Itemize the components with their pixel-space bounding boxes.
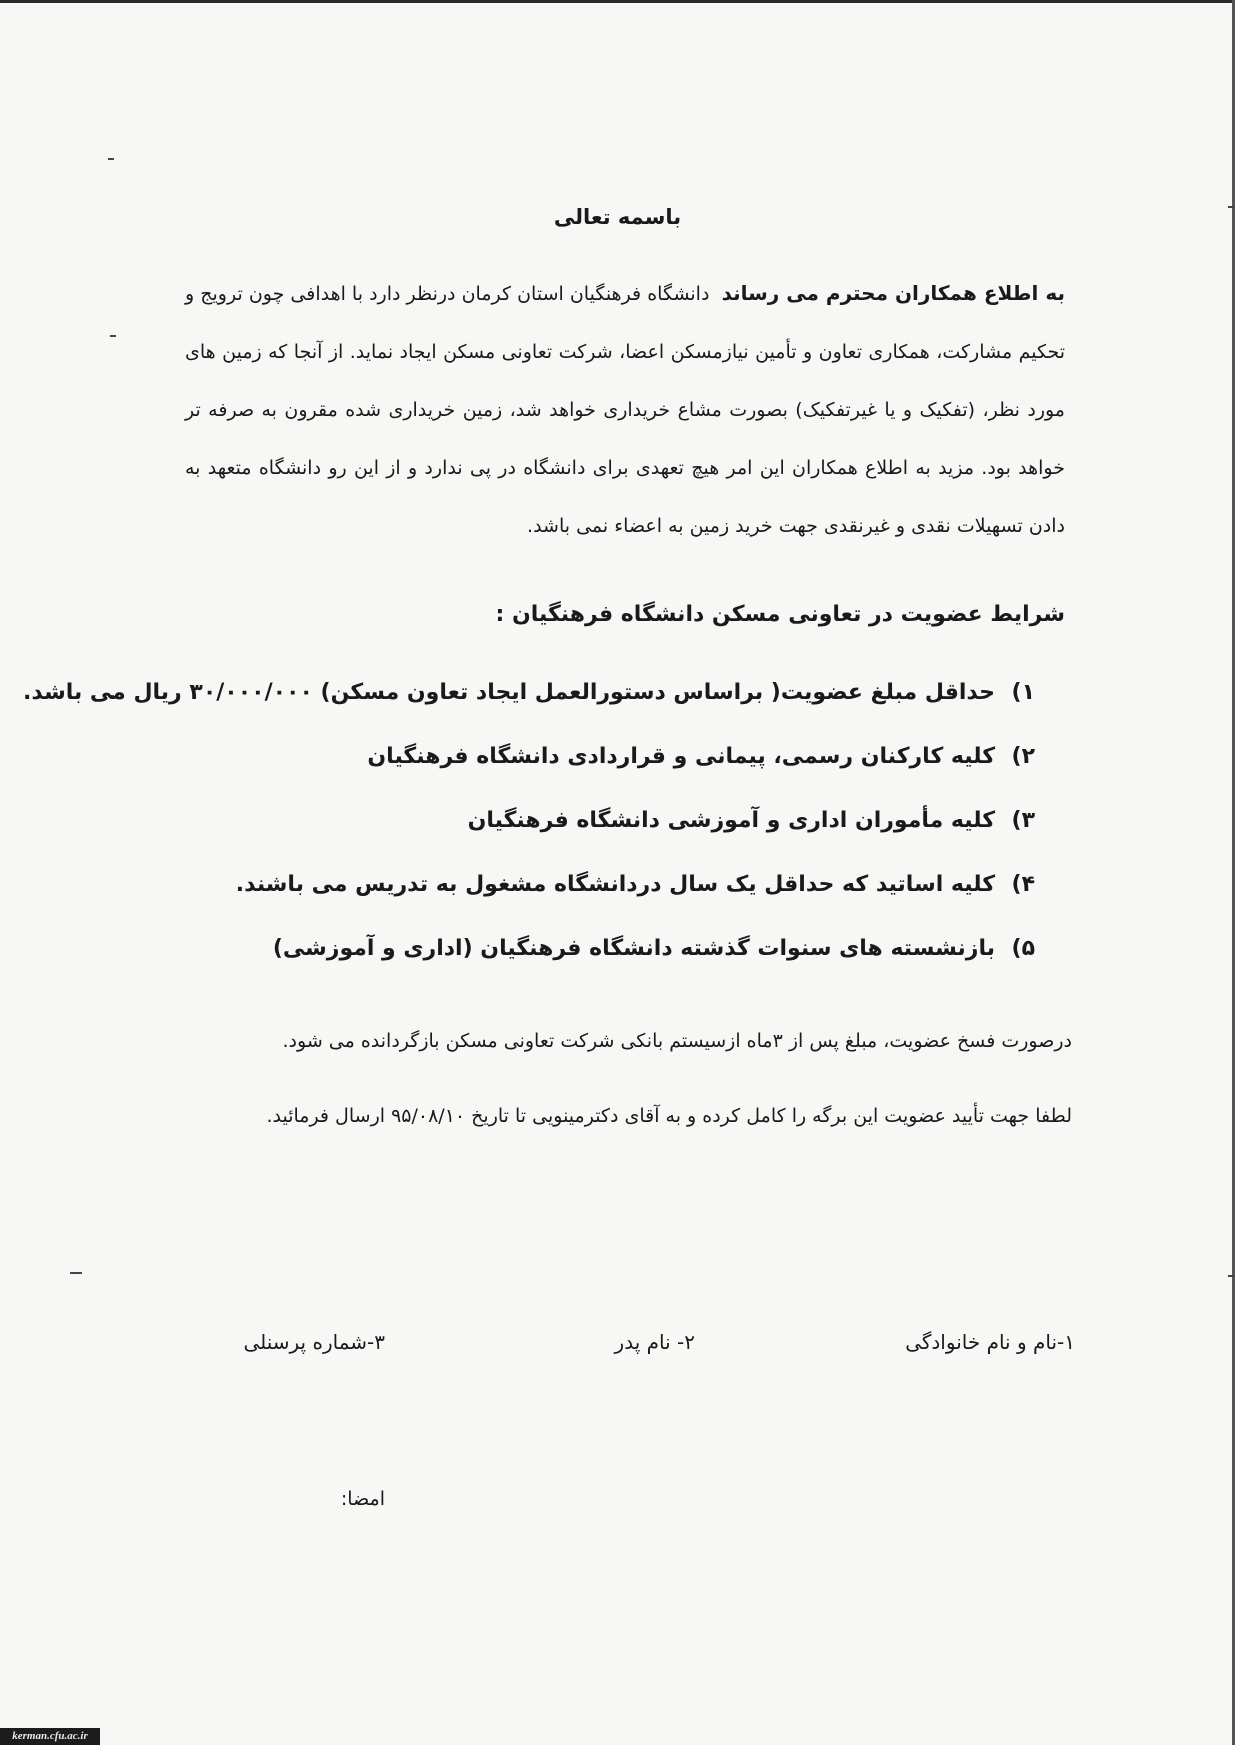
item-text: بازنشسته های سنوات گذشته دانشگاه فرهنگیان (اداری و آموزشی): [272, 936, 995, 961]
conditions-list: [23, 680, 1035, 1000]
item-number: ۲): [1011, 744, 1035, 769]
list-item: [175, 744, 1035, 808]
refund-note: درصورت فسخ عضویت، مبلغ پس از ۳ماه ازسیستم بانکی شرکت تعاونی مسکن بازگردانده می شود.: [282, 1030, 1072, 1052]
intro-lead: به اطلاع همکاران محترم می رساند: [721, 281, 1065, 305]
submit-note: لطفا جهت تأیید عضویت این برگه را کامل کرده و به آقای دکترمینویی تا تاریخ ۹۵/۰۸/۱۰ ارسال فرمائید.: [266, 1105, 1072, 1127]
list-item: [175, 872, 1035, 936]
item-number: ۵): [1011, 936, 1035, 961]
item-text: کلیه مأموران اداری و آموزشی دانشگاه فرهنگیان: [467, 808, 995, 833]
name-field-label: ۱-نام و نام خانوادگی: [905, 1330, 1075, 1354]
father-name-field-label: ۲- نام پدر: [614, 1330, 695, 1354]
item-number: ۱): [1011, 680, 1035, 705]
list-item: [175, 808, 1035, 872]
conditions-title: شرایط عضویت در تعاونی مسکن دانشگاه فرهنگیان :: [495, 602, 1065, 627]
document-heading: باسمه تعالی: [553, 205, 682, 229]
margin-mark: [108, 158, 114, 160]
page-top-border: [0, 0, 1235, 3]
margin-mark: [110, 335, 116, 337]
signature-label: امضا:: [340, 1488, 385, 1510]
list-item: [23, 680, 1035, 744]
intro-paragraph: [185, 264, 1065, 555]
intro-body: دانشگاه فرهنگیان استان کرمان درنظر دارد با اهدافی چون ترویج و تحکیم مشارکت، همکاری تعاون و تأمین نیازمسکن اعضا، شرکت تعاونی مسکن ایجاد نماید. از آنجا که زمین های مورد نظر، (تفکیک و یا غیرتفکیک) بصورت مشاع خریداری خواهد شد، زمین خریداری شده مقرون به صرفه تر خواهد بود. مزید به اطلاع همکاران این امر هیچ تعهدی برای دانشگاه در پی ندارد و از این رو دانشگاه متعهد به دادن تسهیلات نقدی و غیرنقدی جهت خرید زمین به اعضاء نمی باشد.: [185, 283, 1065, 537]
list-item: [175, 936, 1035, 1000]
item-number: ۳): [1011, 808, 1035, 833]
item-text: حداقل مبلغ عضویت( براساس دستورالعمل ایجاد تعاون مسکن) ۳۰/۰۰۰/۰۰۰ ریال می باشد.: [23, 680, 995, 705]
personnel-number-field-label: ۳-شماره پرسنلی: [243, 1330, 385, 1354]
item-text: کلیه کارکنان رسمی، پیمانی و قراردادی دانشگاه فرهنگیان: [367, 744, 995, 769]
item-text: کلیه اساتید که حداقل یک سال دردانشگاه مشغول به تدریس می باشند.: [235, 872, 995, 897]
margin-mark: [70, 1272, 82, 1274]
site-url-badge[interactable]: kerman.cfu.ac.ir: [0, 1728, 100, 1745]
margin-mark: [1228, 1275, 1234, 1277]
item-number: ۴): [1011, 872, 1035, 897]
